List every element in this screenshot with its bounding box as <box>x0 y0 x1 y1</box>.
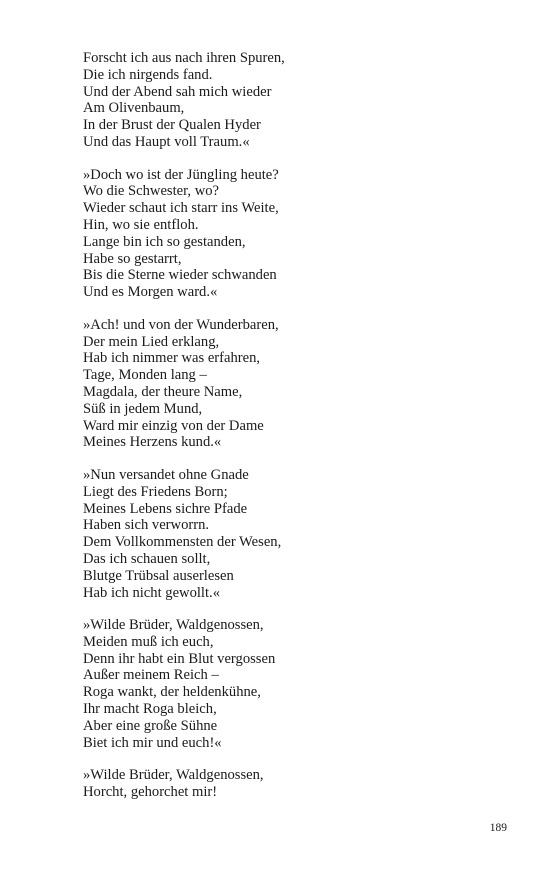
poem-line: Ward mir einzig von der Dame <box>83 417 264 434</box>
poem-line: Das ich schauen sollt, <box>83 550 211 567</box>
poem-line: »Nun versandet ohne Gnade <box>83 466 249 483</box>
poem-line: Süß in jedem Mund, <box>83 400 203 417</box>
poem-line: »Ach! und von der Wunderbaren, <box>83 316 279 333</box>
poem-line: Und der Abend sah mich wieder <box>83 83 272 100</box>
poem-line: Magdala, der theure Name, <box>83 383 243 400</box>
poem-line: Hab ich nicht gewollt.« <box>83 584 220 601</box>
poem-line: Und es Morgen ward.« <box>83 284 218 301</box>
poem-line: Wo die Schwester, wo? <box>83 183 220 200</box>
poem-line: Tage, Monden lang – <box>83 367 207 384</box>
poem-line: Liegt des Friedens Born; <box>83 483 228 500</box>
poem-line: Dem Vollkommensten der Wesen, <box>83 534 282 551</box>
poem-line: Meines Lebens sichre Pfade <box>83 500 248 517</box>
stanza-2 <box>83 167 503 301</box>
poem-line: Außer meinem Reich – <box>83 667 219 684</box>
poem-line: Lange bin ich so gestanden, <box>83 233 246 250</box>
stanza-6 <box>83 767 503 801</box>
poem-line: Und das Haupt voll Traum.« <box>83 133 250 150</box>
poem-line: Blutge Trübsal auserlesen <box>83 567 234 584</box>
poem-line: Wieder schaut ich starr ins Weite, <box>83 200 279 217</box>
stanza-1 <box>83 50 503 151</box>
poem-line: Die ich nirgends fand. <box>83 66 213 83</box>
poem-line: »Doch wo ist der Jüngling heute? <box>83 166 279 183</box>
poem-line: Denn ihr habt ein Blut vergossen <box>83 650 276 667</box>
poem-line: »Wilde Brüder, Waldgenossen, <box>83 617 264 634</box>
poem-line: Hin, wo sie entfloh. <box>83 216 199 233</box>
stanza-5 <box>83 617 503 751</box>
poem-line: Am Olivenbaum, <box>83 100 185 117</box>
poem-line: Haben sich verworrn. <box>83 517 210 534</box>
poem-line: Horcht, gehorchet mir! <box>83 784 218 801</box>
poem-line: Forscht ich aus nach ihren Spuren, <box>83 50 285 66</box>
poem-line: Habe so gestarrt, <box>83 250 182 267</box>
poem-line: Roga wankt, der heldenkühne, <box>83 684 261 701</box>
poem-line: Meines Herzens kund.« <box>83 434 222 451</box>
poem-line: Bis die Sterne wieder schwanden <box>83 267 277 284</box>
poem-line: Der mein Lied erklang, <box>83 333 220 350</box>
poem-line: Hab ich nimmer was erfahren, <box>83 350 261 367</box>
poem-text <box>83 50 503 817</box>
poem-line: Biet ich mir und euch!« <box>83 734 222 751</box>
stanza-4 <box>83 467 503 601</box>
poem-line: Ihr macht Roga bleich, <box>83 701 217 718</box>
poem-line: »Wilde Brüder, Waldgenossen, <box>83 767 264 784</box>
poem-line: Meiden muß ich euch, <box>83 633 214 650</box>
poem-line: In der Brust der Qualen Hyder <box>83 117 261 134</box>
poem-line: Aber eine große Sühne <box>83 717 218 734</box>
stanza-3 <box>83 317 503 451</box>
page-number: 189 <box>489 822 507 834</box>
